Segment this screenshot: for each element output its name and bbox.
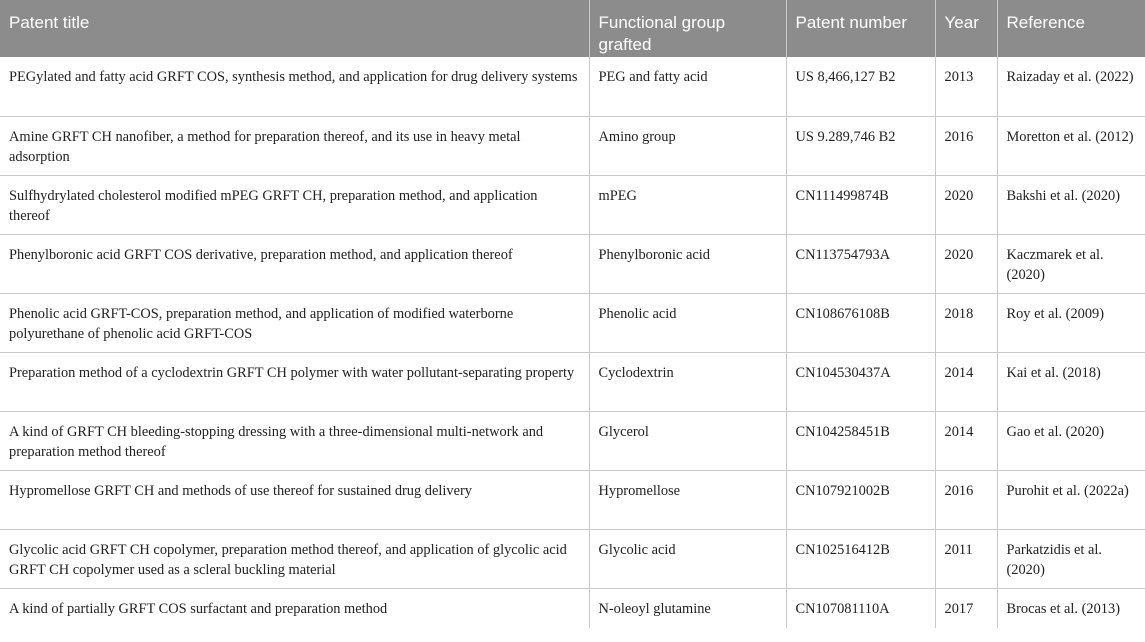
cell-group: Glycerol — [589, 411, 786, 470]
cell-title: A kind of GRFT CH bleeding-stopping dressing with a three-dimensional multi-network and preparation method thereof — [0, 411, 589, 470]
cell-group: Phenylboronic acid — [589, 234, 786, 293]
cell-title: Amine GRFT CH nanofiber, a method for preparation thereof, and its use in heavy metal adsorption — [0, 116, 589, 175]
cell-year: 2011 — [935, 529, 997, 588]
cell-group: Phenolic acid — [589, 293, 786, 352]
cell-number: CN102516412B — [786, 529, 935, 588]
table-row — [0, 411, 1145, 470]
cell-group: Cyclodextrin — [589, 352, 786, 411]
cell-title: PEGylated and fatty acid GRFT COS, synthesis method, and application for drug delivery systems — [0, 57, 589, 116]
cell-reference: Moretton et al. (2012) — [997, 116, 1145, 175]
header-reference: Reference — [997, 0, 1145, 57]
cell-reference: Roy et al. (2009) — [997, 293, 1145, 352]
cell-title: Phenolic acid GRFT-COS, preparation method, and application of modified waterborne polyurethane of phenolic acid GRFT-COS — [0, 293, 589, 352]
table-row — [0, 529, 1145, 588]
header-year: Year — [935, 0, 997, 57]
table-row — [0, 293, 1145, 352]
table-row — [0, 116, 1145, 175]
cell-reference: Brocas et al. (2013) — [997, 588, 1145, 628]
cell-year: 2016 — [935, 116, 997, 175]
cell-year: 2013 — [935, 57, 997, 116]
cell-year: 2017 — [935, 588, 997, 628]
cell-number: US 9.289,746 B2 — [786, 116, 935, 175]
cell-title: Hypromellose GRFT CH and methods of use thereof for sustained drug delivery — [0, 470, 589, 529]
header-row — [0, 0, 1145, 57]
table-row — [0, 175, 1145, 234]
cell-group: Hypromellose — [589, 470, 786, 529]
cell-number: CN104258451B — [786, 411, 935, 470]
cell-group: mPEG — [589, 175, 786, 234]
cell-year: 2020 — [935, 175, 997, 234]
cell-reference: Bakshi et al. (2020) — [997, 175, 1145, 234]
cell-reference: Purohit et al. (2022a) — [997, 470, 1145, 529]
cell-title: Sulfhydrylated cholesterol modified mPEG GRFT CH, preparation method, and application thereof — [0, 175, 589, 234]
cell-group: PEG and fatty acid — [589, 57, 786, 116]
cell-group: Amino group — [589, 116, 786, 175]
cell-title: Phenylboronic acid GRFT COS derivative, preparation method, and application thereof — [0, 234, 589, 293]
cell-number: CN113754793A — [786, 234, 935, 293]
table-row — [0, 588, 1145, 628]
cell-year: 2018 — [935, 293, 997, 352]
header-functional-group: Functional group grafted — [589, 0, 786, 57]
cell-reference: Kai et al. (2018) — [997, 352, 1145, 411]
cell-title: Glycolic acid GRFT CH copolymer, preparation method thereof, and application of glycolic acid GRFT CH copolymer used as a scleral buckling material — [0, 529, 589, 588]
cell-number: CN104530437A — [786, 352, 935, 411]
table-row — [0, 352, 1145, 411]
table-row — [0, 234, 1145, 293]
cell-number: CN111499874B — [786, 175, 935, 234]
cell-reference: Raizaday et al. (2022) — [997, 57, 1145, 116]
table-row — [0, 57, 1145, 116]
header-patent-number: Patent number — [786, 0, 935, 57]
cell-number: CN107921002B — [786, 470, 935, 529]
cell-group: N-oleoyl glutamine — [589, 588, 786, 628]
cell-reference: Gao et al. (2020) — [997, 411, 1145, 470]
cell-reference: Parkatzidis et al. (2020) — [997, 529, 1145, 588]
table-row — [0, 470, 1145, 529]
cell-number: CN107081110A — [786, 588, 935, 628]
cell-year: 2014 — [935, 411, 997, 470]
cell-year: 2014 — [935, 352, 997, 411]
cell-number: CN108676108B — [786, 293, 935, 352]
cell-reference: Kaczmarek et al. (2020) — [997, 234, 1145, 293]
cell-title: Preparation method of a cyclodextrin GRFT CH polymer with water pollutant-separating property — [0, 352, 589, 411]
cell-year: 2020 — [935, 234, 997, 293]
cell-title: A kind of partially GRFT COS surfactant and preparation method — [9, 600, 388, 617]
cell-year: 2016 — [935, 470, 997, 529]
cell-number: US 8,466,127 B2 — [786, 57, 935, 116]
cell-group: Glycolic acid — [589, 529, 786, 588]
header-patent-title: Patent title — [0, 0, 589, 57]
